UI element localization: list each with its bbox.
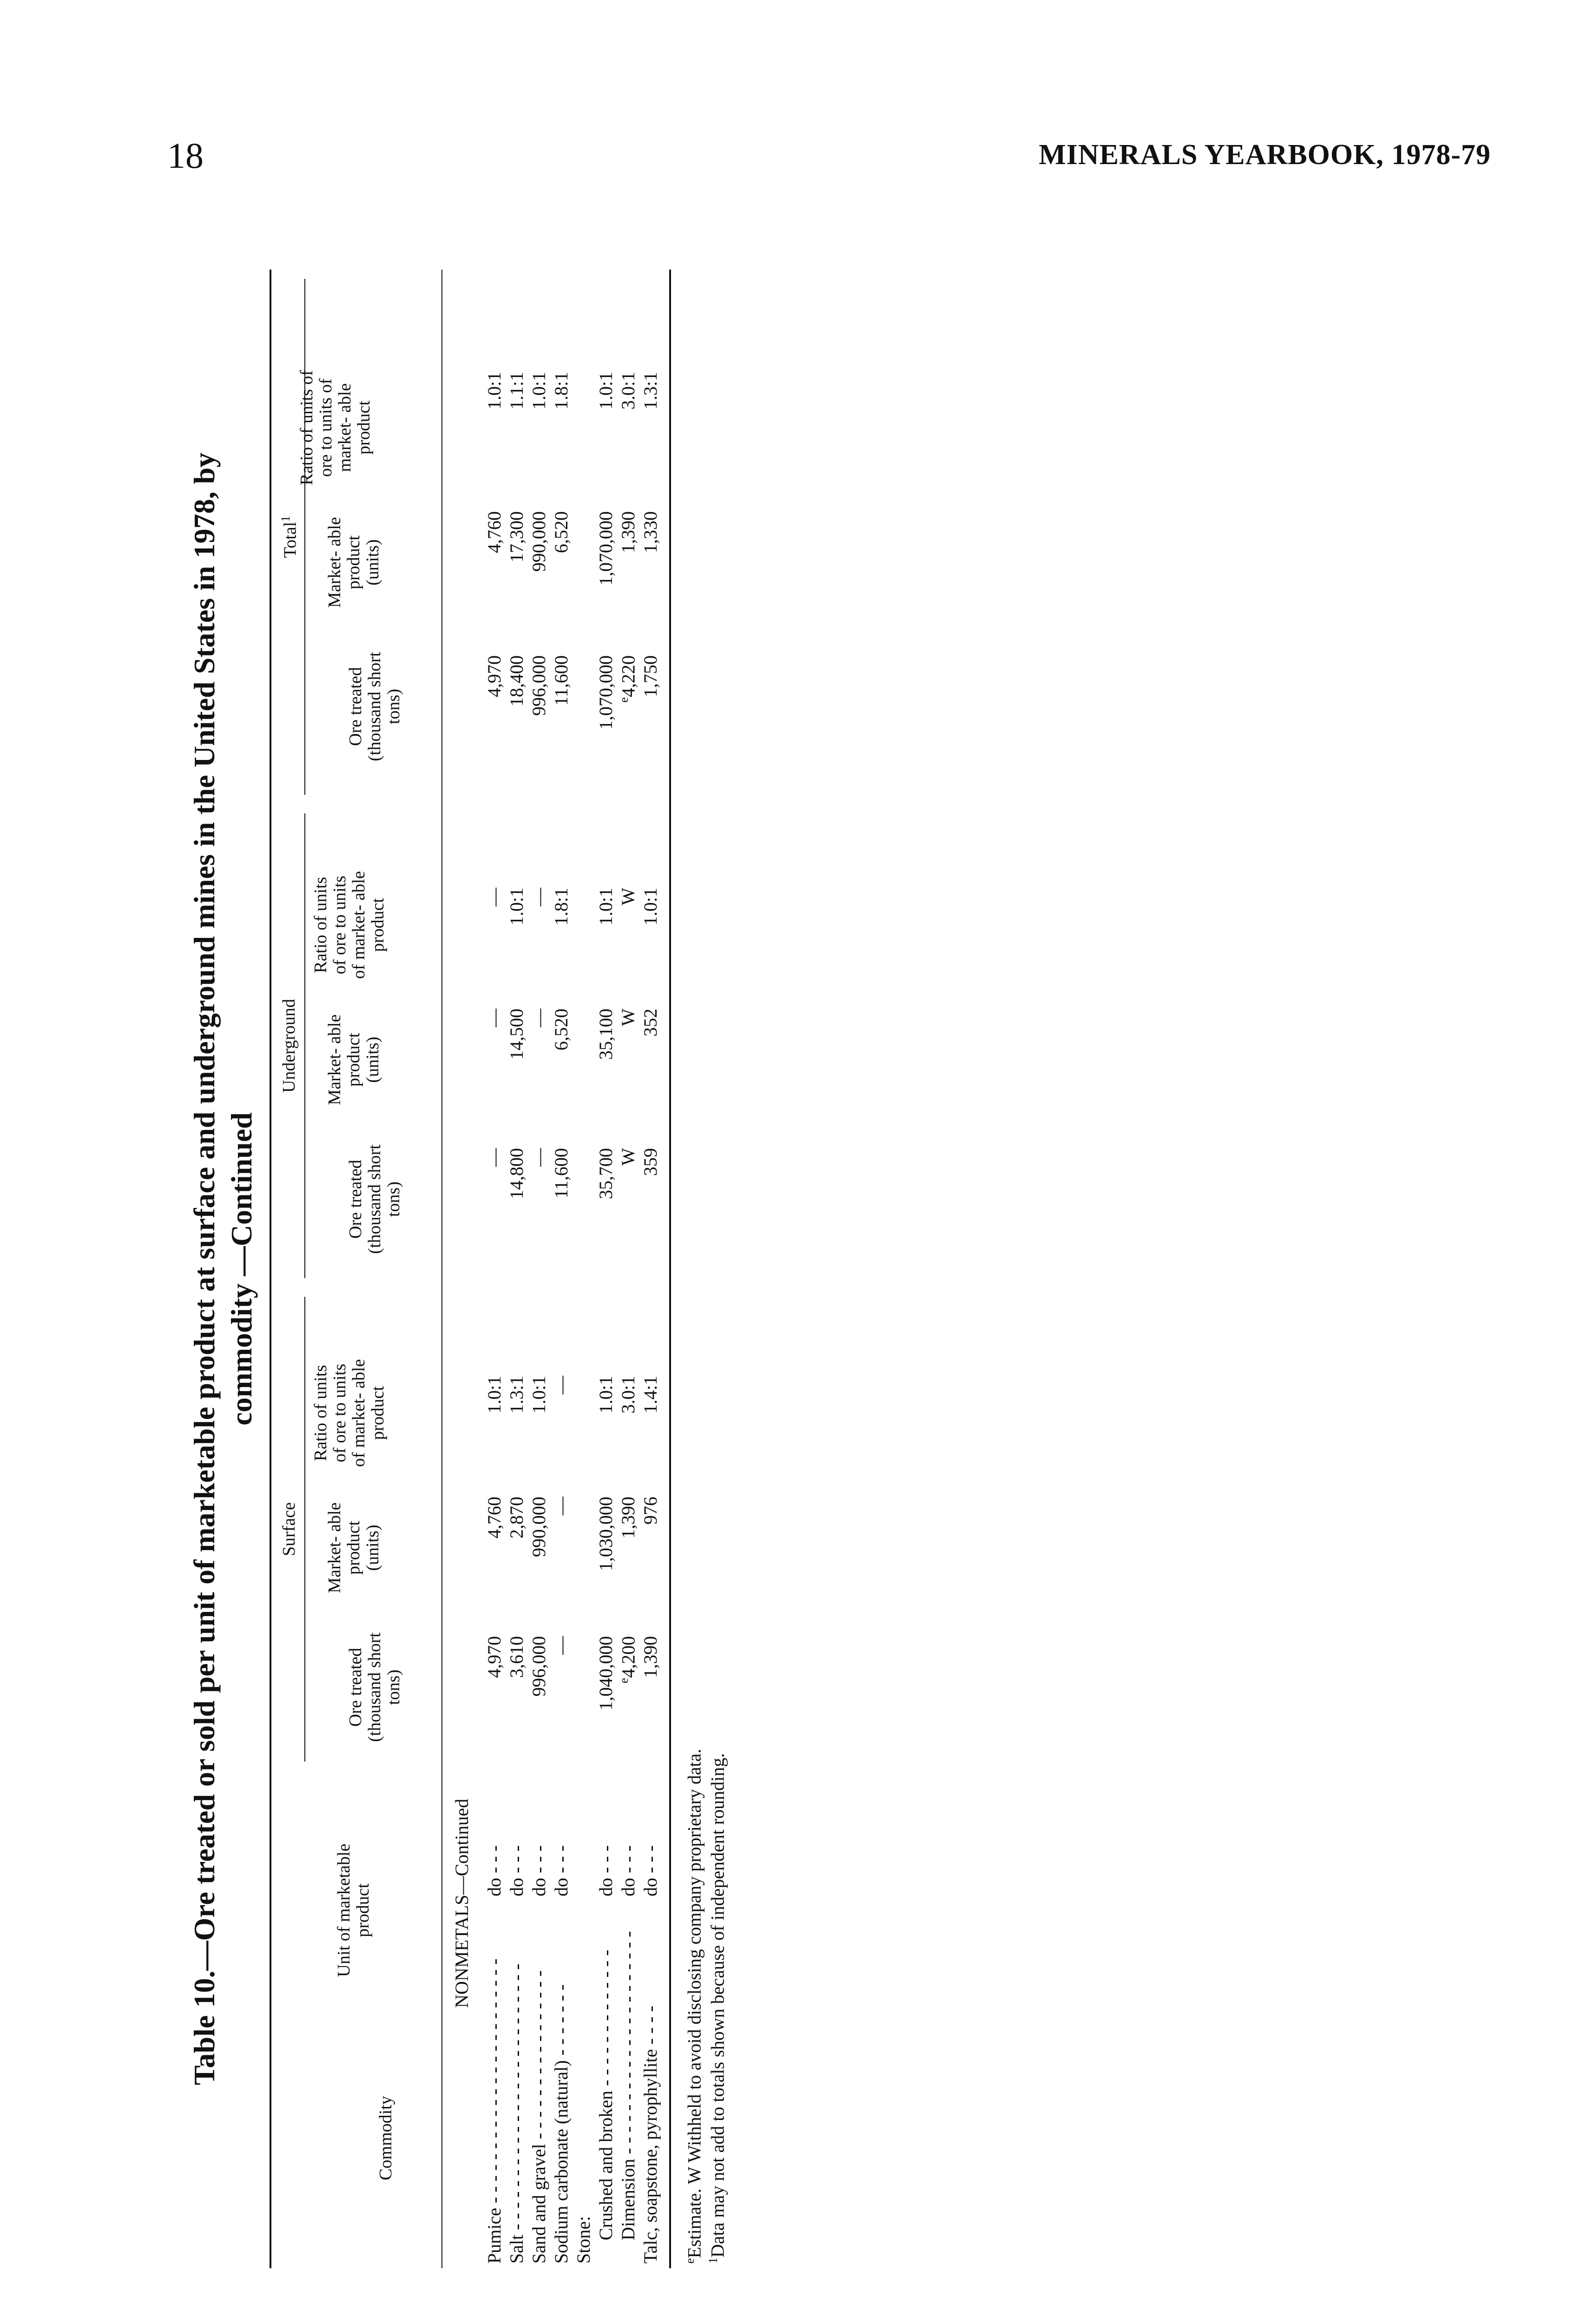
col-unit: Unit of marketable product [334,1843,373,1977]
cell-underground-ore: 14,800 [506,1148,527,1199]
row-label: Talc, soapstone, pyrophyllite - - - - [640,2001,661,2264]
surface-group-rule [304,1297,305,1762]
row-label: Crushed and broken - - - - - - - - - - - - - [595,1945,616,2240]
table-title [186,270,260,2268]
cell-total-ratio: 1.0:1 [595,372,616,410]
cell-total-marketable: 6,520 [551,511,572,553]
cell-underground-ore: — [484,1148,505,1167]
cell-underground-ore: W [618,1148,639,1166]
footnote-text: Estimate. W Withheld to avoid disclosing company proprietary data. [684,1749,705,2258]
cell-underground-marketable: — [528,1009,549,1027]
cell-surface-ore: 1,390 [640,1636,661,1678]
cell-underground-ratio: 1.0:1 [640,888,661,926]
cell-underground-ratio: — [528,888,549,906]
col-commodity: Commodity [376,2096,395,2180]
cell-underground-ore: 359 [640,1148,661,1176]
cell-underground-ore: 35,700 [595,1148,616,1199]
cell-surface-ore: 3,610 [506,1636,527,1678]
underground-group-header: Underground [279,999,299,1093]
cell-total-ore: 4,970 [484,655,505,697]
total-footnote-mark: 1 [279,515,292,522]
cell-surface-ratio: 1.0:1 [528,1376,549,1414]
row-label: Salt - - - - - - - - - - - - - - - - - - - - - - - - - [506,1959,527,2264]
cell-total-ratio: 3.0:1 [618,372,639,410]
row-unit: do - - - [595,1845,616,1896]
cell-total-ore: 1,750 [640,655,661,697]
cell-total-ratio: 1.8:1 [551,372,572,410]
col-total-marketable: Market- able product (units) [325,517,383,608]
section-label: NONMETALS—Continued [451,1798,472,2008]
col-underground-marketable: Market- able product (units) [325,1014,383,1105]
footnote-text: Data may not add to totals shown because of independent rounding. [707,1753,728,2258]
row-unit: do - - - [506,1845,527,1896]
cell-surface-ore: 4,970 [484,1636,505,1678]
cell-surface-marketable: 1,030,000 [595,1497,616,1571]
total-group-label: Total [280,522,300,558]
footnote-2 [706,1753,728,2264]
cell-underground-marketable: W [618,1009,639,1026]
col-surface-marketable: Market- able product (units) [325,1502,383,1593]
cell-value: 4,220 [618,655,639,697]
cell-surface-marketable: 4,760 [484,1497,505,1538]
cell-total-ratio: 1.0:1 [528,372,549,410]
row-unit: do - - - [640,1845,661,1896]
cell-surface-marketable: 1,390 [618,1497,639,1538]
cell-total-marketable: 990,000 [528,511,549,572]
estimate-mark: e [617,697,631,703]
cell-underground-marketable: 14,500 [506,1009,527,1060]
row-label: Pumice - - - - - - - - - - - - - - - - - - - - - - - [484,1954,505,2264]
row-unit: do - - - [551,1845,572,1896]
surface-group-header: Surface [279,1502,299,1557]
cell-surface-marketable: 990,000 [528,1497,549,1557]
cell-underground-ratio: — [484,888,505,906]
footnote-1 [683,1749,705,2264]
underground-group-rule [304,813,305,1278]
cell-surface-ore: — [551,1636,572,1655]
cell-total-marketable: 1,390 [618,511,639,553]
cell-surface-marketable: 2,870 [506,1497,527,1538]
estimate-mark: e [617,1678,631,1684]
cell-total-ratio: 1.0:1 [484,372,505,410]
cell-total-ratio: 1.1:1 [506,372,527,410]
cell-surface-marketable: 976 [640,1497,661,1525]
running-title: MINERALS YEARBOOK, 1978-79 [1039,139,1491,171]
total-group-header [279,279,301,795]
cell-surface-ratio: 1.0:1 [595,1376,616,1414]
cell-underground-ratio: W [618,888,639,905]
cell-underground-ratio: 1.8:1 [551,888,572,926]
cell-total-ore: 11,600 [551,655,572,706]
col-total-ore: Ore treated (thousand short tons) [346,652,404,761]
col-underground-ore: Ore treated (thousand short tons) [346,1144,404,1254]
cell-surface-ratio: 1.4:1 [640,1376,661,1414]
cell-total-ore [617,655,639,767]
row-unit: do - - - [484,1845,505,1896]
cell-surface-ore: 996,000 [528,1636,549,1697]
cell-surface-ratio: — [551,1376,572,1394]
cell-underground-ore: — [528,1148,549,1167]
cell-total-ratio: 1.3:1 [640,372,661,410]
row-label: Dimension - - - - - - - - - - - - - - - - - - - - - [618,1926,639,2240]
row-unit: do - - - [618,1845,639,1896]
cell-value: 4,200 [618,1636,639,1678]
col-total-ratio: Ratio of units of ore to units of market- able product [297,370,374,486]
cell-underground-ratio: 1.0:1 [506,888,527,926]
page-number: 18 [167,135,204,176]
footnote-mark-estimate: e [683,2258,697,2264]
row-label: Stone: [573,2216,594,2264]
cell-total-ore: 1,070,000 [595,655,616,730]
cell-surface-ratio: 1.0:1 [484,1376,505,1414]
cell-surface-ratio: 1.3:1 [506,1376,527,1414]
col-underground-ratio: Ratio of units of ore to units of market- able product [311,871,388,979]
cell-total-marketable: 1,330 [640,511,661,553]
cell-underground-marketable: 352 [640,1009,661,1037]
cell-underground-marketable: — [484,1009,505,1027]
cell-total-marketable: 4,760 [484,511,505,553]
col-surface-ratio: Ratio of units of ore to units of market- able product [311,1359,388,1467]
row-label: Sodium carbonate (natural) - - - - - - - [551,1980,572,2264]
cell-surface-ore: 1,040,000 [595,1636,616,1710]
col-surface-ore: Ore treated (thousand short tons) [346,1632,404,1742]
cell-underground-ratio: 1.0:1 [595,888,616,926]
table-top-rule [270,270,271,2268]
cell-underground-ore: 11,600 [551,1148,572,1199]
table-title-line-1: Table 10.—Ore treated or sold per unit of marketable product at surface and underground mines in the United States in 1978, by [188,452,221,2086]
cell-surface-ratio: 3.0:1 [618,1376,639,1414]
cell-underground-marketable: 6,520 [551,1009,572,1050]
table-title-line-2: commodity —Continued [225,1112,258,1426]
cell-underground-marketable: 35,100 [595,1009,616,1060]
total-group-rule [304,279,305,795]
cell-surface-ore [617,1636,639,1748]
cell-total-ore: 996,000 [528,655,549,716]
cell-total-marketable: 1,070,000 [595,511,616,586]
cell-surface-marketable: — [551,1497,572,1515]
header-bottom-rule [441,270,442,2268]
table-bottom-rule [669,270,671,2268]
row-label: Sand and gravel - - - - - - - - - - - - - - - - [528,1966,549,2264]
cell-total-ore: 18,400 [506,655,527,706]
row-unit: do - - - [528,1845,549,1896]
cell-total-marketable: 17,300 [506,511,527,562]
table-10 [186,270,846,2268]
footnote-mark-1: 1 [706,2258,720,2264]
